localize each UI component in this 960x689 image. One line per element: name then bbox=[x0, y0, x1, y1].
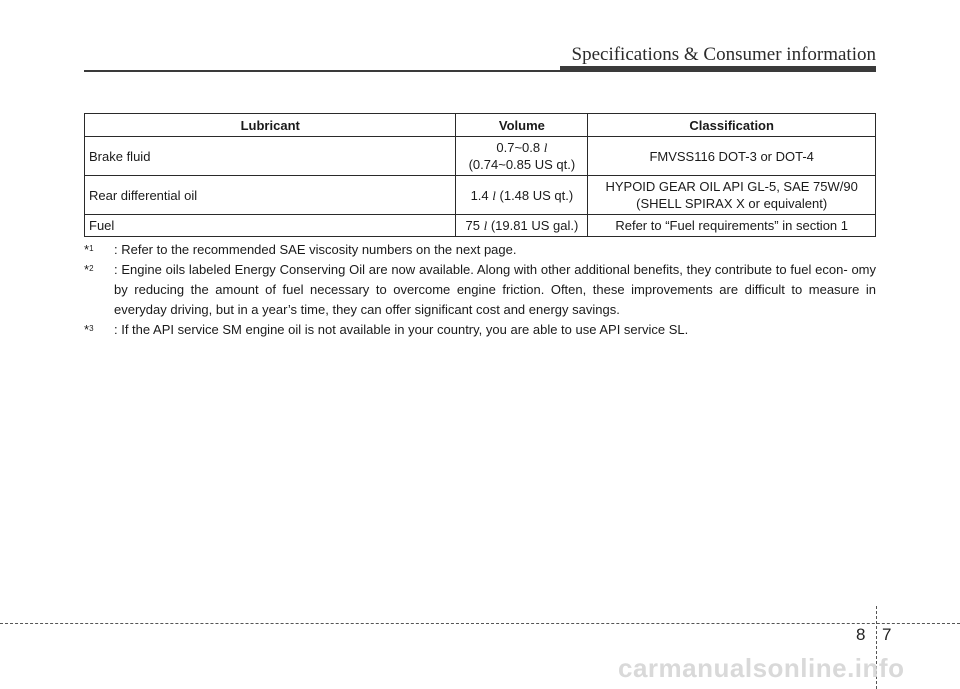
volume-value: 75 bbox=[465, 218, 480, 233]
footnote-text: : Engine oils labeled Energy Conserving Oil are now available. Along with other additional benefits, they contribute to fuel econ- omy by reducing the amount of fuel necessary to overcome engine friction. Often, these improvements are difficult to measure in everyday driving, but in a year’s time, they can offer significant cost and energy savings. bbox=[114, 262, 876, 317]
footnote-text: : If the API service SM engine oil is not available in your country, you are able to use API service SL. bbox=[114, 322, 689, 337]
footnotes bbox=[84, 240, 876, 340]
table-row bbox=[85, 137, 876, 176]
header-rule-accent bbox=[560, 66, 876, 71]
volume-us-value: (0.74~0.85 US qt.) bbox=[468, 157, 576, 172]
volume-cell bbox=[456, 215, 588, 237]
classification-text: HYPOID GEAR OIL API GL-5, SAE 75W/90 bbox=[605, 179, 858, 194]
footnote-marker: *$^1$ bbox=[84, 242, 94, 257]
lubricant-spec-table bbox=[84, 113, 876, 237]
volume-us-value: (19.81 US gal.) bbox=[490, 218, 579, 233]
classification-cell bbox=[588, 176, 876, 215]
footnote-2 bbox=[84, 260, 876, 320]
volume-cell bbox=[456, 137, 588, 176]
volume-cell bbox=[456, 176, 588, 215]
volume-value: 0.7~0.8 bbox=[496, 140, 541, 155]
liter-unit: l bbox=[483, 218, 488, 233]
classification-text: Refer to “Fuel requirements” in section 1 bbox=[615, 218, 848, 233]
section-title: Specifications & Consumer information bbox=[571, 44, 876, 65]
footer-rule bbox=[0, 623, 960, 624]
lubricant-cell: Fuel bbox=[85, 215, 456, 237]
footnote-marker: *$^2$ bbox=[84, 262, 94, 277]
table-row bbox=[85, 176, 876, 215]
volume-us-value: (1.48 US qt.) bbox=[499, 187, 574, 203]
column-header-lubricant: Lubricant bbox=[85, 114, 456, 137]
table-header-row bbox=[85, 114, 876, 137]
footnote-1 bbox=[84, 240, 876, 260]
table-row bbox=[85, 215, 876, 237]
liter-unit: l bbox=[492, 187, 496, 203]
footnote-marker: *$^3$ bbox=[84, 322, 94, 337]
classification-subtext: (SHELL SPIRAX X or equivalent) bbox=[636, 196, 828, 211]
column-header-volume: Volume bbox=[456, 114, 588, 137]
column-header-classification: Classification bbox=[588, 114, 876, 137]
watermark: carmanualsonline.info bbox=[618, 653, 905, 683]
lubricant-cell: Brake fluid bbox=[85, 137, 456, 176]
chapter-number: 8 bbox=[856, 625, 866, 644]
volume-value: 1.4 bbox=[470, 187, 489, 203]
classification-text: FMVSS116 DOT-3 or DOT-4 bbox=[649, 148, 814, 164]
footnote-3 bbox=[84, 320, 876, 340]
footnote-text: : Refer to the recommended SAE viscosity numbers on the next page. bbox=[114, 242, 517, 257]
classification-cell bbox=[588, 137, 876, 176]
liter-unit: l bbox=[543, 140, 548, 155]
classification-cell bbox=[588, 215, 876, 237]
page-number: 7 bbox=[882, 625, 892, 644]
lubricant-cell: Rear differential oil bbox=[85, 176, 456, 215]
